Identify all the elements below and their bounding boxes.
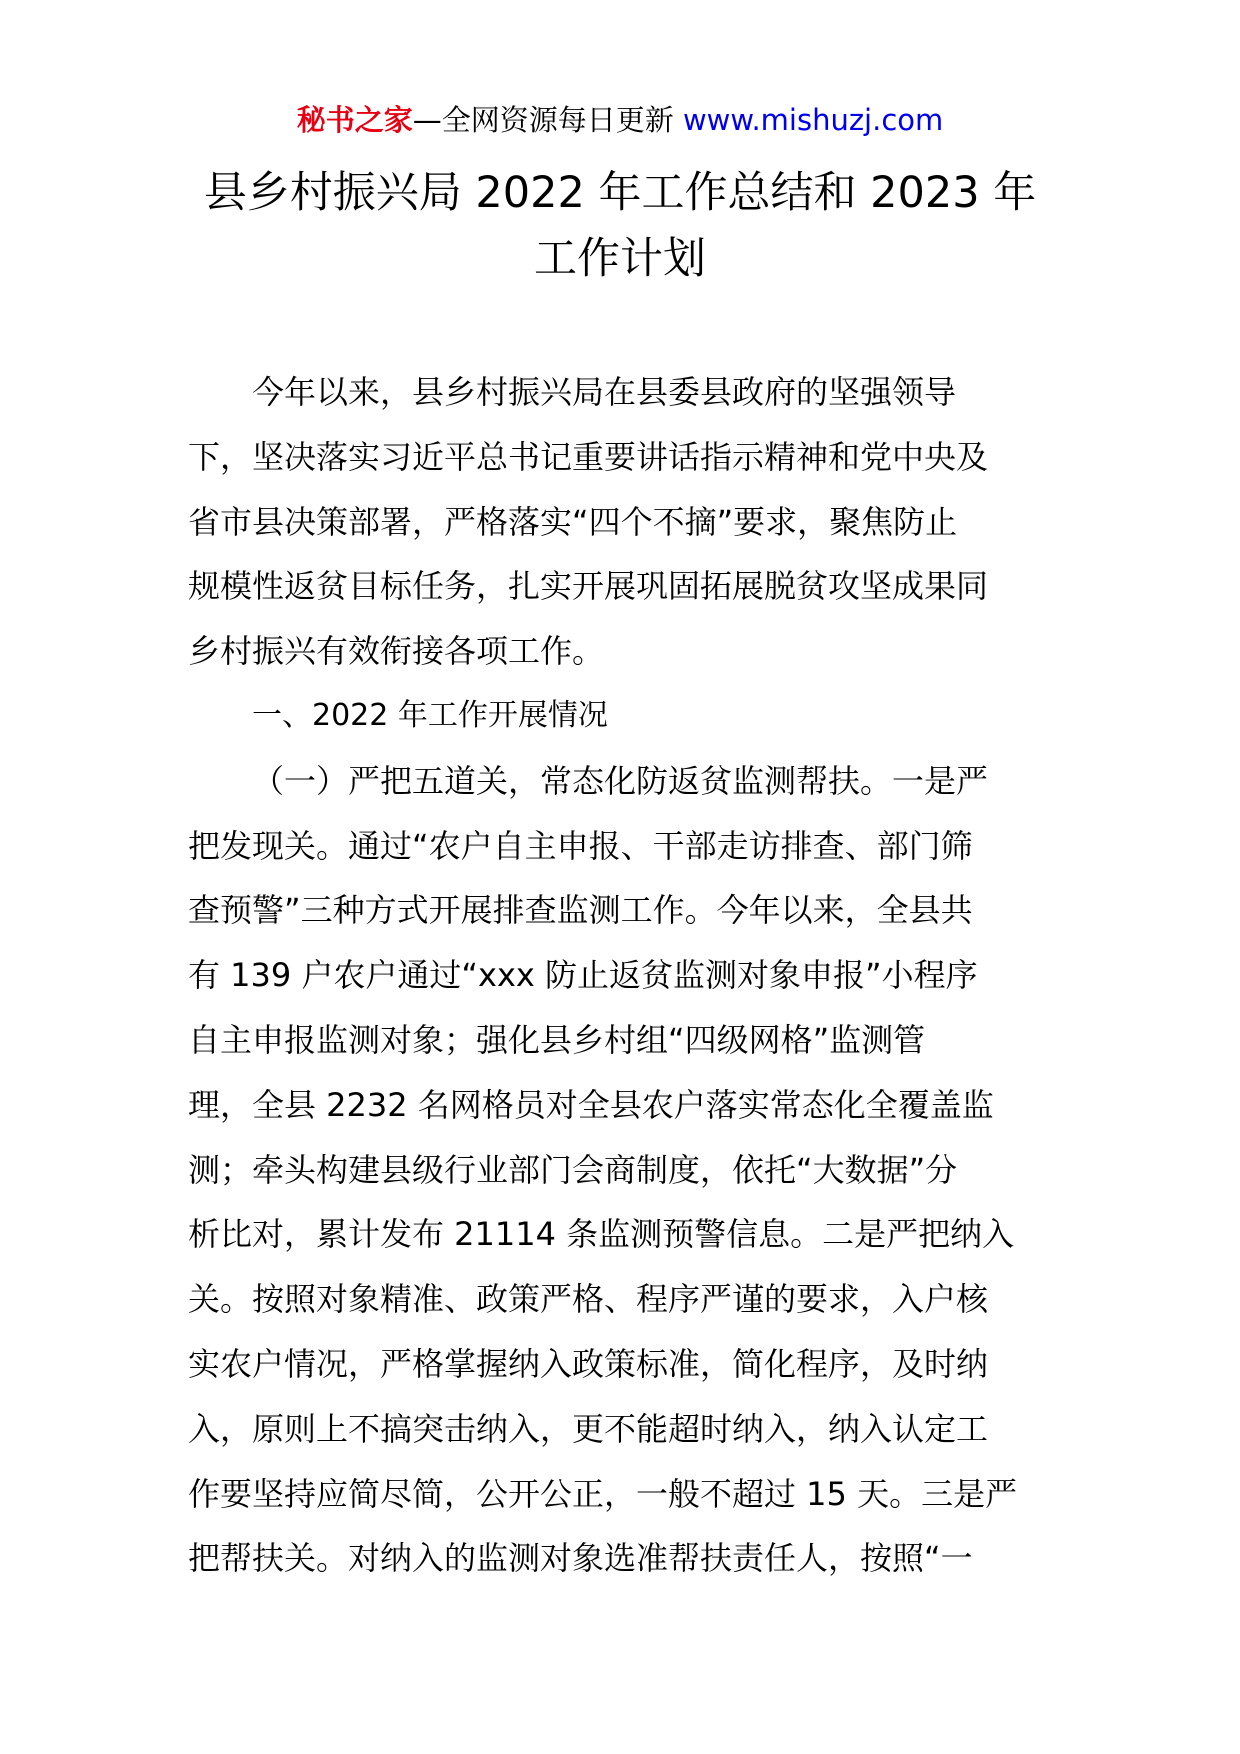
body-line: 下，坚决落实习近平总书记重要讲话指示精神和党中央及 <box>188 437 989 476</box>
body-line: 实农户情况，严格掌握纳入政策标准，简化程序，及时纳 <box>188 1344 989 1383</box>
brand-name: 秘书之家 <box>296 103 413 137</box>
body-line: 有 139 户农户通过“xxx 防止返贫监测对象申报”小程序 <box>188 956 978 995</box>
title-line-2: 工作计划 <box>534 234 706 284</box>
body-line: 把发现关。通过“农户自主申报、干部走访排查、部门筛 <box>188 826 973 865</box>
body-line: 析比对，累计发布 21114 条监测预警信息。二是严把纳入 <box>188 1215 1015 1254</box>
body-line: 省市县决策部署，严格落实“四个不摘”要求，聚焦防止 <box>188 502 958 541</box>
body-line: 作要坚持应简尽简，公开公正，一般不超过 15 天。三是严 <box>188 1474 1018 1513</box>
site-url-link[interactable]: www.mishuzj.com <box>682 103 944 137</box>
body-line: 理，全县 2232 名网格员对全县农户落实常态化全覆盖监 <box>188 1085 994 1124</box>
body-line: 测；牵头构建县级行业部门会商制度，依托“大数据”分 <box>188 1150 958 1189</box>
title-line-1: 县乡村振兴局 2022 年工作总结和 2023 年 <box>203 168 1037 218</box>
section-heading: 一、2022 年工作开展情况 <box>252 697 608 733</box>
body-line: 自主申报监测对象；强化县乡村组“四级网格”监测管 <box>188 1020 926 1059</box>
document-body <box>188 360 1058 1591</box>
body-line: 查预警”三种方式开展排查监测工作。今年以来，全县共 <box>188 891 973 930</box>
body-line: 规模性返贫目标任务，扎实开展巩固拓展脱贫攻坚成果同 <box>188 567 989 606</box>
body-line: 今年以来，县乡村振兴局在县委县政府的坚强领导 <box>252 373 957 411</box>
body-line: 关。按照对象精准、政策严格、程序严谨的要求，入户核 <box>188 1280 989 1319</box>
body-line: 入，原则上不搞突击纳入，更不能超时纳入，纳入认定工 <box>188 1409 989 1448</box>
body-line: 把帮扶关。对纳入的监测对象选准帮扶责任人，按照“一 <box>188 1539 973 1578</box>
document-title <box>120 160 1120 292</box>
header-slogan: —全网资源每日更新 <box>412 103 683 137</box>
body-line: （一）严把五道关，常态化防返贫监测帮扶。一是严 <box>252 761 989 800</box>
body-line: 乡村振兴有效衔接各项工作。 <box>188 632 605 671</box>
site-header <box>0 100 1240 140</box>
